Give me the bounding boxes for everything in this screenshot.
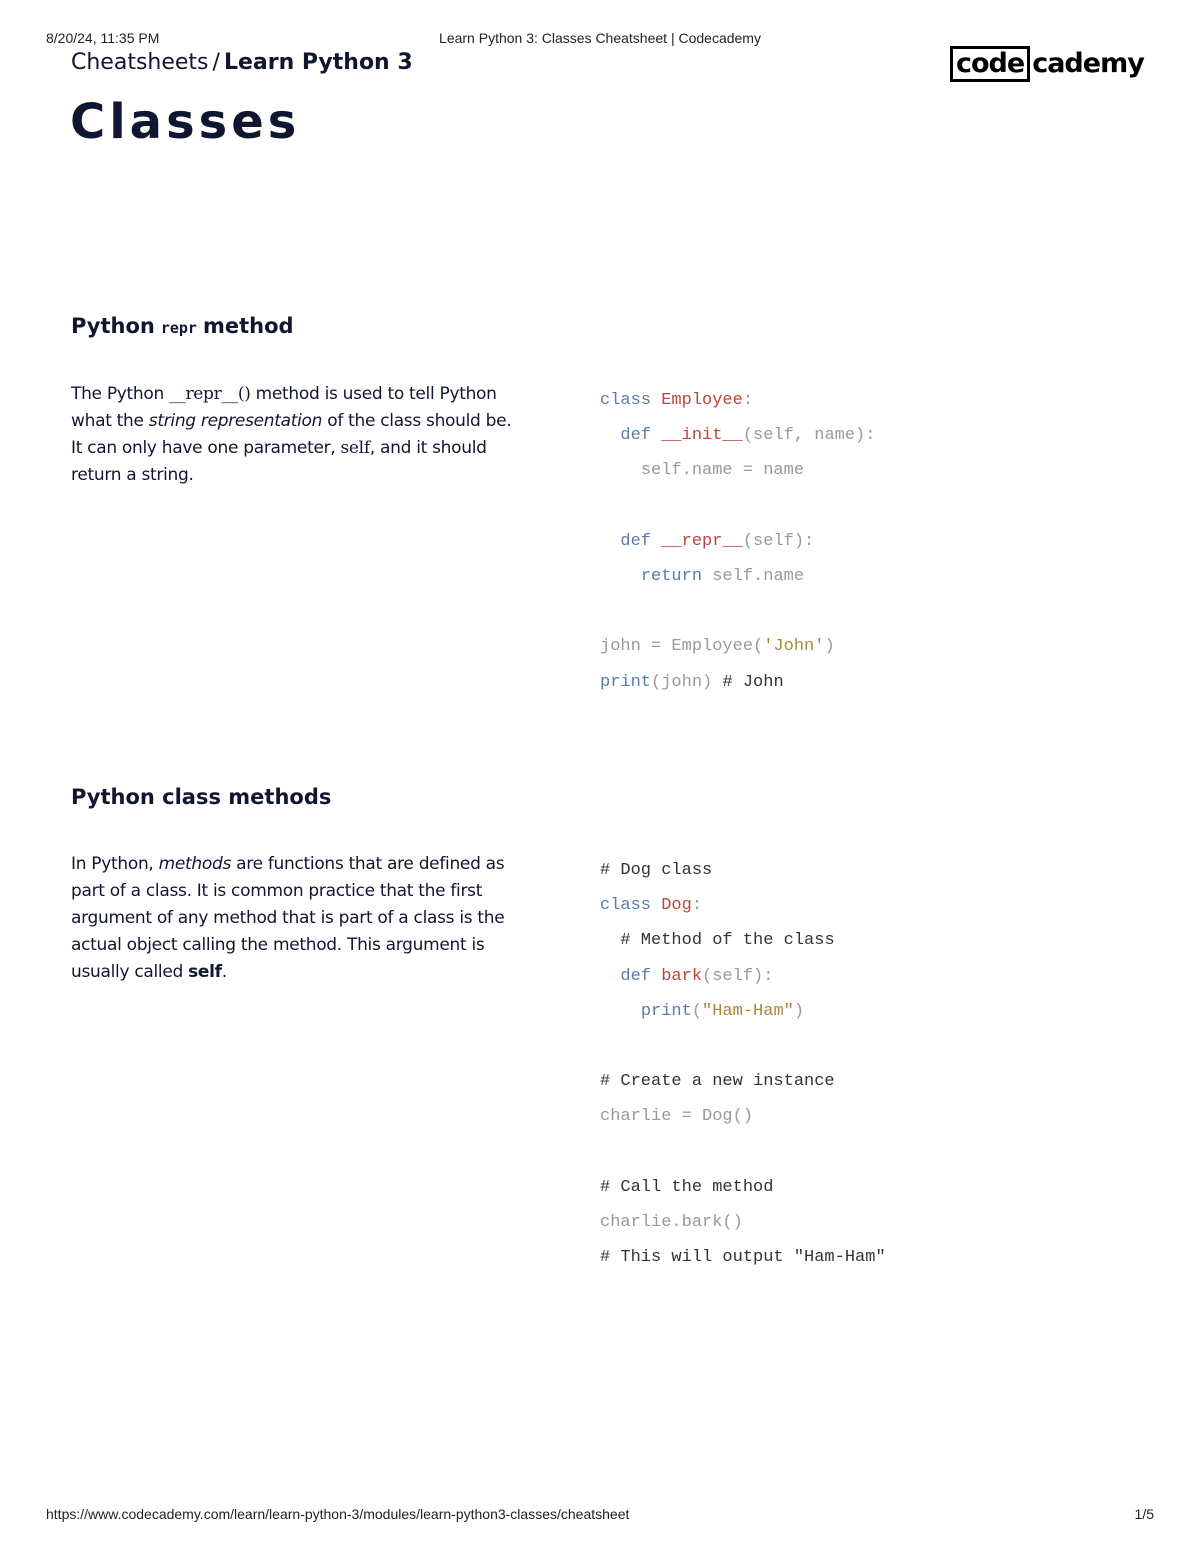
code-comment: # Call the method (600, 1177, 774, 1197)
breadcrumb-separator: / (212, 50, 220, 75)
code-keyword: def (620, 531, 652, 551)
section-heading (71, 314, 294, 338)
code-function-name: bark (661, 966, 703, 986)
code-keyword: def (620, 966, 652, 986)
code-line: self.name = name (640, 461, 805, 481)
code-punct: : (691, 896, 703, 916)
code-line: charlie.bark() (600, 1213, 743, 1233)
code-class-name: Employee (661, 391, 743, 410)
breadcrumb-cheatsheets-link[interactable]: Cheatsheets (71, 50, 209, 75)
print-url: https://www.codecademy.com/learn/learn-python-3/modules/learn-python3-classes/cheatsheet (46, 1506, 630, 1522)
code-keyword: print (600, 672, 652, 692)
code-args: (self): (742, 531, 815, 551)
code-line: self.name (712, 567, 805, 587)
code-comment: # John (722, 672, 784, 692)
code-comment: # Create a new instance (600, 1072, 835, 1092)
code-class-name: Dog (661, 896, 692, 916)
code-keyword: class (600, 896, 652, 916)
code-function-name: __init__ (661, 426, 743, 446)
code-comment: # Dog class (600, 861, 713, 880)
inline-code: self (340, 438, 370, 458)
page-title: Classes (70, 94, 301, 150)
section-description (71, 381, 521, 489)
code-line: john = Employee( (600, 637, 764, 657)
code-string: 'John' (763, 637, 825, 657)
code-args: (self, name): (742, 426, 876, 446)
inline-code: __repr__() (169, 384, 251, 404)
heading-text-pre: Python (71, 314, 155, 338)
print-datetime: 8/20/24, 11:35 PM (46, 30, 160, 46)
code-comment: # Method of the class (620, 931, 835, 951)
breadcrumb (71, 50, 413, 75)
code-comment: # This will output "Ham-Ham" (600, 1248, 886, 1268)
section-heading: Python class methods (71, 785, 332, 809)
desc-emphasis: string representation (148, 411, 323, 431)
code-keyword: def (620, 426, 652, 446)
code-args: (self): (702, 966, 774, 986)
desc-strong: self (188, 962, 222, 982)
code-punct: ( (691, 1001, 703, 1021)
desc-text: . (221, 962, 227, 982)
logo-rest-text: cademy (1032, 48, 1144, 79)
code-line: charlie = Dog() (600, 1107, 754, 1127)
code-punct: ) (793, 1001, 805, 1021)
desc-emphasis: methods (158, 854, 232, 874)
code-args: (john) (651, 672, 713, 692)
code-example (600, 853, 886, 1275)
code-example (600, 383, 875, 700)
print-page-number: 1/5 (1134, 1506, 1154, 1522)
print-footer (46, 1506, 1154, 1524)
desc-text: , and it should return a string. (71, 438, 487, 485)
code-punct: : (742, 391, 754, 410)
code-function-name: __repr__ (661, 531, 743, 551)
heading-code: repr (160, 319, 197, 337)
desc-text: The Python (71, 384, 170, 404)
desc-text: are functions that are defined as part of a class. It is common practice that the first argument of any method that is part of a class is the actual object calling the method. This argument is usually called (71, 854, 505, 982)
code-string: "Ham-Ham" (702, 1001, 794, 1021)
print-page-title: Learn Python 3: Classes Cheatsheet | Codecademy (439, 30, 761, 46)
desc-text: method is used to tell Python what the (71, 384, 497, 431)
code-keyword: print (640, 1001, 692, 1021)
code-punct: ) (824, 637, 835, 657)
code-keyword: class (600, 391, 652, 410)
desc-text: In Python, (71, 854, 159, 874)
desc-text: of the class should be. It can only have one parameter, (71, 411, 512, 458)
breadcrumb-current[interactable]: Learn Python 3 (223, 50, 413, 75)
section-description (71, 851, 521, 986)
logo-boxed-text: code (950, 46, 1030, 82)
codecademy-logo[interactable] (950, 46, 1144, 82)
code-keyword: return (640, 567, 703, 587)
heading-text-post: method (202, 314, 294, 338)
